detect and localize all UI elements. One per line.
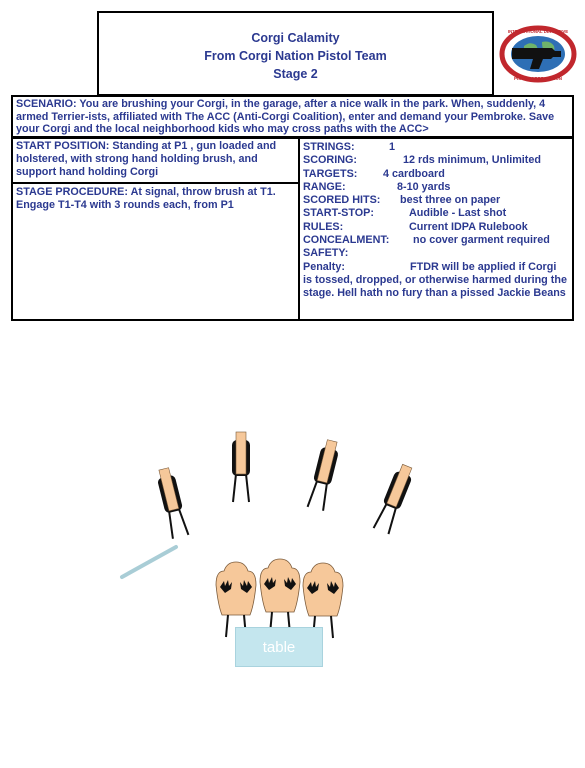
stage-diagram bbox=[0, 330, 585, 768]
start-position-box bbox=[11, 137, 300, 184]
logo-text-top: INTERNATIONAL DEFENSIVE bbox=[507, 29, 569, 34]
start-position-text: START POSITION: Standing at P1 , gun loaded and holstered, with strong hand holding brush, and support hand holding Corgi bbox=[16, 140, 277, 178]
spec-concealment: CONCEALMENT: no cover garment required bbox=[303, 234, 550, 247]
spec-targets: TARGETS: 4 cardboard bbox=[303, 167, 445, 180]
idpa-logo bbox=[498, 24, 578, 84]
spec-rules: RULES: Current IDPA Rulebook bbox=[303, 220, 528, 233]
stage-title-box bbox=[97, 11, 494, 96]
spec-scoring: SCORING: 12 rds minimum, Unlimited bbox=[303, 154, 541, 167]
spec-safety: SAFETY: bbox=[303, 247, 349, 260]
no-shoot-target-2 bbox=[260, 559, 300, 634]
target-t2 bbox=[232, 432, 250, 502]
target-t4 bbox=[373, 463, 416, 535]
spec-range: RANGE: 8-10 yards bbox=[303, 180, 451, 193]
stage-subtitle: From Corgi Nation Pistol Team bbox=[204, 49, 387, 63]
stage-specs-box bbox=[298, 137, 574, 321]
spec-scored-hits: SCORED HITS: best three on paper bbox=[303, 194, 501, 207]
logo-text-bottom: PISTOL ASSOCIATION bbox=[513, 76, 563, 81]
stage-number: Stage 2 bbox=[273, 67, 318, 81]
brush-icon bbox=[122, 547, 176, 577]
spec-strings: STRINGS: 1 bbox=[303, 141, 396, 153]
spec-penalty-detail: is tossed, dropped, or otherwise harmed during the stage. Hell hath no fury than a pissed Jackie Beans bbox=[303, 273, 567, 300]
target-t1 bbox=[155, 467, 189, 539]
scenario-text: SCENARIO: You are brushing your Corgi, in the garage, after a nice walk in the park. When, suddenly, 4 armed Terrier-ists, affiliated with The ACC (Anti-Corgi Coalition), enter and demand your Pembroke. Save your Corgi and the local neighborhood kids who may cross paths with the ACC> bbox=[16, 98, 555, 135]
spec-penalty: Penalty: FTDR will be applied if Corgi bbox=[303, 260, 557, 273]
stage-procedure-text: STAGE PROCEDURE: At signal, throw brush at T1. Engage T1-T4 with 3 rounds each, from P1 bbox=[16, 186, 276, 211]
stage-title: Corgi Calamity bbox=[251, 31, 340, 45]
no-shoot-target-1 bbox=[216, 562, 256, 637]
target-t3 bbox=[307, 439, 341, 511]
spec-start-stop: START-STOP: Audible - Last shot bbox=[303, 207, 507, 220]
scenario-box bbox=[11, 95, 574, 138]
table-prop: table bbox=[235, 627, 323, 667]
stage-procedure-box bbox=[11, 182, 300, 321]
